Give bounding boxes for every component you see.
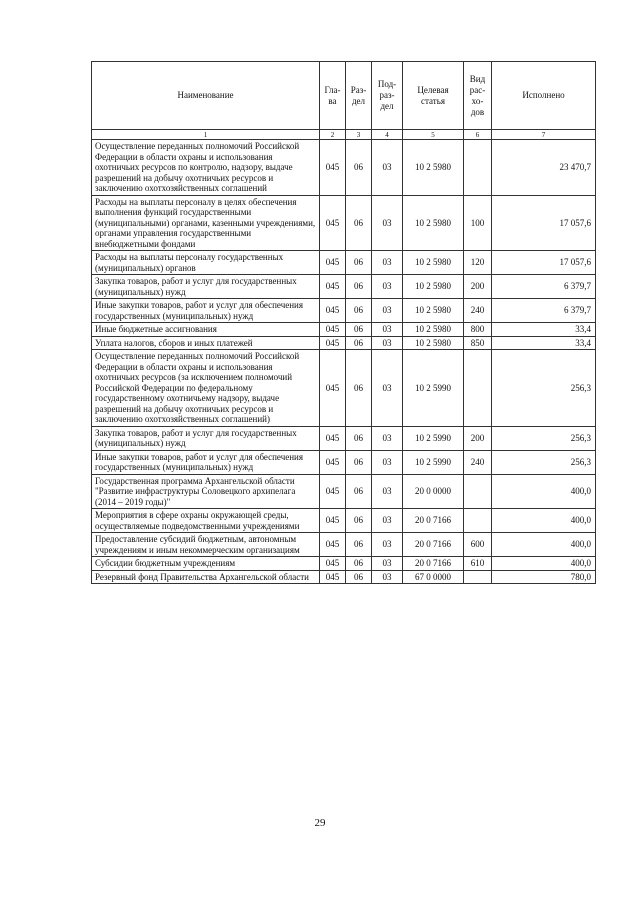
cell-podrazdel: 03 xyxy=(372,195,403,251)
cell-ispolneno: 33,4 xyxy=(492,336,596,350)
cell-tselevaya-statya: 10 2 5980 xyxy=(403,336,464,350)
cell-ispolneno: 780,0 xyxy=(492,570,596,584)
cell-vid-rashodov: 200 xyxy=(464,275,492,299)
cell-podrazdel: 03 xyxy=(372,426,403,450)
cell-name: Расходы на выплаты персоналу в целях обеспечения выполнения функций государственными (муниципальными) органами, казенными учреждениями, органами управления государственными внебюджетными фондами xyxy=(92,195,320,251)
cell-vid-rashodov xyxy=(464,570,492,584)
cell-glava: 045 xyxy=(320,509,346,533)
header-razdel: Раз- дел xyxy=(346,62,372,130)
cell-razdel: 06 xyxy=(346,474,372,509)
header-ispolneno: Исполнено xyxy=(492,62,596,130)
header-glava: Гла- ва xyxy=(320,62,346,130)
cell-tselevaya-statya: 20 0 0000 xyxy=(403,474,464,509)
column-number-row xyxy=(92,130,596,140)
cell-ispolneno: 400,0 xyxy=(492,533,596,557)
cell-podrazdel: 03 xyxy=(372,336,403,350)
cell-razdel: 06 xyxy=(346,299,372,323)
table-row xyxy=(92,275,596,299)
cell-name: Иные закупки товаров, работ и услуг для обеспечения государственных (муниципальных) нужд xyxy=(92,450,320,474)
header-tselevaya-statya: Целевая статья xyxy=(403,62,464,130)
cell-ispolneno: 6 379,7 xyxy=(492,299,596,323)
cell-tselevaya-statya: 10 2 5990 xyxy=(403,350,464,427)
cell-glava: 045 xyxy=(320,474,346,509)
table-row xyxy=(92,474,596,509)
table-row xyxy=(92,570,596,584)
cell-ispolneno: 400,0 xyxy=(492,474,596,509)
cell-vid-rashodov: 850 xyxy=(464,336,492,350)
cell-podrazdel: 03 xyxy=(372,350,403,427)
cell-ispolneno: 33,4 xyxy=(492,323,596,337)
cell-tselevaya-statya: 10 2 5990 xyxy=(403,426,464,450)
cell-glava: 045 xyxy=(320,450,346,474)
cell-tselevaya-statya: 67 0 0000 xyxy=(403,570,464,584)
cell-podrazdel: 03 xyxy=(372,275,403,299)
cell-tselevaya-statya: 10 2 5980 xyxy=(403,140,464,196)
cell-vid-rashodov: 120 xyxy=(464,251,492,275)
cell-tselevaya-statya: 10 2 5980 xyxy=(403,195,464,251)
cell-glava: 045 xyxy=(320,299,346,323)
table-row xyxy=(92,323,596,337)
cell-name: Государственная программа Архангельской области "Развитие инфраструктуры Соловецкого архипелага (2014 – 2019 годы)" xyxy=(92,474,320,509)
table-row xyxy=(92,251,596,275)
cell-podrazdel: 03 xyxy=(372,557,403,571)
cell-tselevaya-statya: 10 2 5980 xyxy=(403,275,464,299)
header-name: Наименование xyxy=(92,62,320,130)
cell-name: Субсидии бюджетным учреждениям xyxy=(92,557,320,571)
cell-ispolneno: 17 057,6 xyxy=(492,195,596,251)
cell-podrazdel: 03 xyxy=(372,533,403,557)
cell-name: Мероприятия в сфере охраны окружающей среды, осуществляемые подведомственными учреждениями xyxy=(92,509,320,533)
cell-razdel: 06 xyxy=(346,533,372,557)
cell-glava: 045 xyxy=(320,140,346,196)
cell-podrazdel: 03 xyxy=(372,450,403,474)
cell-name: Предоставление субсидий бюджетным, автономным учреждениям и иным некоммерческим организациям xyxy=(92,533,320,557)
cell-glava: 045 xyxy=(320,350,346,427)
cell-name: Осуществление переданных полномочий Российской Федерации в области охраны и использования охотничьих ресурсов по контролю, надзору, выдаче разрешений на добычу охотничьих ресурсов и заключению охотхозяйственных соглашений xyxy=(92,140,320,196)
cell-razdel: 06 xyxy=(346,450,372,474)
cell-razdel: 06 xyxy=(346,426,372,450)
cell-vid-rashodov: 240 xyxy=(464,299,492,323)
header-row xyxy=(92,62,596,130)
table-row xyxy=(92,509,596,533)
cell-vid-rashodov: 800 xyxy=(464,323,492,337)
cell-razdel: 06 xyxy=(346,195,372,251)
cell-name: Расходы на выплаты персоналу государственных (муниципальных) органов xyxy=(92,251,320,275)
cell-vid-rashodov: 610 xyxy=(464,557,492,571)
cell-ispolneno: 17 057,6 xyxy=(492,251,596,275)
cell-vid-rashodov xyxy=(464,350,492,427)
cell-tselevaya-statya: 20 0 7166 xyxy=(403,509,464,533)
column-number: 3 xyxy=(346,130,372,140)
table-body xyxy=(92,140,596,584)
column-number: 4 xyxy=(372,130,403,140)
cell-vid-rashodov xyxy=(464,509,492,533)
cell-razdel: 06 xyxy=(346,275,372,299)
cell-glava: 045 xyxy=(320,570,346,584)
cell-podrazdel: 03 xyxy=(372,509,403,533)
cell-glava: 045 xyxy=(320,533,346,557)
cell-podrazdel: 03 xyxy=(372,299,403,323)
table-row xyxy=(92,426,596,450)
cell-razdel: 06 xyxy=(346,336,372,350)
table-row xyxy=(92,450,596,474)
cell-podrazdel: 03 xyxy=(372,474,403,509)
cell-ispolneno: 6 379,7 xyxy=(492,275,596,299)
cell-glava: 045 xyxy=(320,251,346,275)
cell-podrazdel: 03 xyxy=(372,251,403,275)
cell-razdel: 06 xyxy=(346,570,372,584)
column-number: 5 xyxy=(403,130,464,140)
cell-razdel: 06 xyxy=(346,251,372,275)
table-row xyxy=(92,299,596,323)
cell-vid-rashodov: 100 xyxy=(464,195,492,251)
cell-name: Резервный фонд Правительства Архангельской области xyxy=(92,570,320,584)
cell-name: Иные закупки товаров, работ и услуг для обеспечения государственных (муниципальных) нужд xyxy=(92,299,320,323)
cell-razdel: 06 xyxy=(346,350,372,427)
cell-ispolneno: 256,3 xyxy=(492,450,596,474)
cell-razdel: 06 xyxy=(346,509,372,533)
cell-podrazdel: 03 xyxy=(372,570,403,584)
column-number: 6 xyxy=(464,130,492,140)
cell-glava: 045 xyxy=(320,336,346,350)
cell-tselevaya-statya: 10 2 5980 xyxy=(403,251,464,275)
table-row xyxy=(92,195,596,251)
table-row xyxy=(92,336,596,350)
cell-name: Закупка товаров, работ и услуг для государственных (муниципальных) нужд xyxy=(92,426,320,450)
cell-vid-rashodov: 240 xyxy=(464,450,492,474)
cell-vid-rashodov: 600 xyxy=(464,533,492,557)
table-row xyxy=(92,140,596,196)
column-number: 2 xyxy=(320,130,346,140)
cell-razdel: 06 xyxy=(346,323,372,337)
cell-glava: 045 xyxy=(320,426,346,450)
cell-ispolneno: 400,0 xyxy=(492,557,596,571)
page-number: 29 xyxy=(314,817,326,829)
cell-vid-rashodov xyxy=(464,474,492,509)
cell-glava: 045 xyxy=(320,195,346,251)
cell-vid-rashodov: 200 xyxy=(464,426,492,450)
cell-razdel: 06 xyxy=(346,557,372,571)
column-number: 7 xyxy=(492,130,596,140)
cell-vid-rashodov xyxy=(464,140,492,196)
header-podrazdel: Под- раз- дел xyxy=(372,62,403,130)
cell-tselevaya-statya: 10 2 5980 xyxy=(403,299,464,323)
budget-execution-table xyxy=(91,61,596,584)
cell-glava: 045 xyxy=(320,323,346,337)
table-row xyxy=(92,533,596,557)
cell-tselevaya-statya: 10 2 5990 xyxy=(403,450,464,474)
cell-podrazdel: 03 xyxy=(372,323,403,337)
cell-tselevaya-statya: 20 0 7166 xyxy=(403,533,464,557)
cell-tselevaya-statya: 10 2 5980 xyxy=(403,323,464,337)
cell-glava: 045 xyxy=(320,275,346,299)
table-row xyxy=(92,350,596,427)
cell-ispolneno: 256,3 xyxy=(492,350,596,427)
table-row xyxy=(92,557,596,571)
header-vid-rashodov: Вид рас- хо- дов xyxy=(464,62,492,130)
cell-name: Закупка товаров, работ и услуг для государственных (муниципальных) нужд xyxy=(92,275,320,299)
cell-podrazdel: 03 xyxy=(372,140,403,196)
cell-name: Уплата налогов, сборов и иных платежей xyxy=(92,336,320,350)
column-number: 1 xyxy=(92,130,320,140)
cell-ispolneno: 256,3 xyxy=(492,426,596,450)
cell-ispolneno: 400,0 xyxy=(492,509,596,533)
cell-ispolneno: 23 470,7 xyxy=(492,140,596,196)
cell-razdel: 06 xyxy=(346,140,372,196)
cell-name: Осуществление переданных полномочий Российской Федерации в области охраны и использования охотничьих ресурсов (за исключением полномочий Российской Федерации по федеральному государственному охотничьему надзору, выдаче разрешений на добычу охотничьих ресурсов и заключению охотхозяйственных соглашений) xyxy=(92,350,320,427)
cell-name: Иные бюджетные ассигнования xyxy=(92,323,320,337)
cell-glava: 045 xyxy=(320,557,346,571)
cell-tselevaya-statya: 20 0 7166 xyxy=(403,557,464,571)
